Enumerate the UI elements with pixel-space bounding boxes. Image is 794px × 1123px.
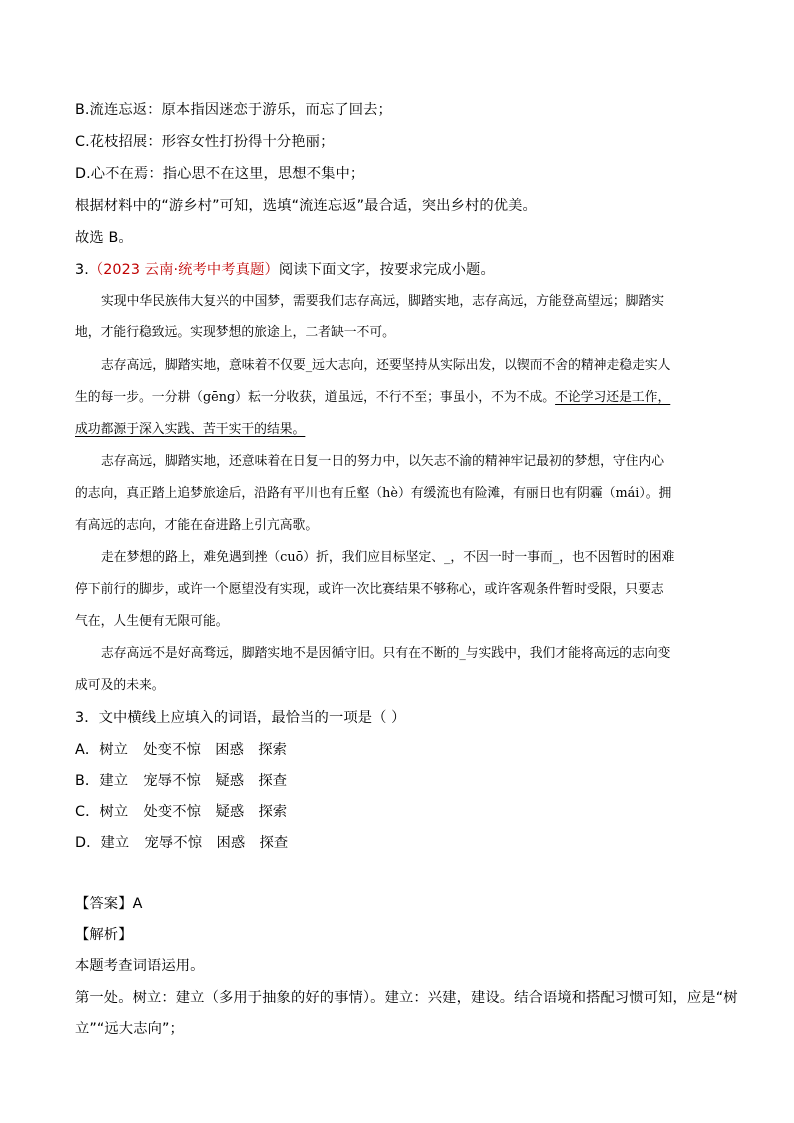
explanation-option-b: B.流连忘返：原本指因迷恋于游乐，而忘了回去； [75,102,392,118]
option-a-word4: 探索 [258,742,288,758]
question-instruction: 阅读下面文字，按要求完成小题。 [278,262,495,278]
analysis-line2: 第一处。树立：建立（多用于抽象的好的事情）。建立：兴建，建设。结合语境和搭配习惯可知，应是“树 [75,990,738,1006]
option-a-label: A． [75,742,100,758]
option-b-label: B． [75,773,100,789]
passage-p2-line2-text: 生的每一步。一分耕（gēng）耘一分收获，道虽远，不行不至；事虽小，不为不成。 [75,390,556,405]
option-b-word4: 探查 [258,773,288,789]
passage-p4-line1: 走在梦想的路上，难免遇到挫（cuō）折，我们应目标坚定、_，不因一时一事而_，也不因暂时的困难 [101,550,675,565]
explanation-option-d: D.心不在焉：指心思不在这里，思想不集中； [75,166,365,182]
option-c-word2: 处变不惊 [143,804,202,820]
analysis-label: 【解析】 [75,927,133,943]
option-c-word3: 疑惑 [215,804,245,820]
option-d[interactable] [75,833,288,853]
answer-label: 【答案】 [75,896,133,912]
explanation-option-c: C.花枝招展：形容女性打扮得十分艳丽； [75,134,335,150]
passage-p2-line1: 志存高远，脚踏实地，意味着不仅要_远大志向，还要坚持从实际出发，以锲而不舍的精神走稳走实人 [101,358,671,373]
passage-p3-line3: 有高远的志向，才能在奋进路上引亢高歌。 [75,518,319,533]
option-a[interactable] [75,740,287,760]
explanation-choice: 故选 B。 [75,230,133,246]
question-number: 3. [75,262,89,278]
option-d-word3: 困惑 [216,835,246,851]
option-c-word1: 树立 [99,804,129,820]
question-header [75,260,495,280]
option-b[interactable] [75,771,287,791]
explanation-conclusion: 根据材料中的“游乡村”可知，选填“流连忘返”最合适，突出乡村的优美。 [75,198,537,214]
passage-p4-line2: 停下前行的脚步，或许一个愿望没有实现，或许一次比赛结果不够称心，或许客观条件暂时受限，只要志 [75,582,664,597]
option-a-word3: 困惑 [215,742,245,758]
underlined-sentence-part1: 不论学习还是工作， [555,390,671,405]
subquestion-stem: 3．文中横线上应填入的词语，最恰当的一项是（ ） [75,710,406,726]
option-a-word1: 树立 [99,742,129,758]
option-b-word3: 疑惑 [215,773,245,789]
passage-p5-line2: 成可及的未来。 [75,678,165,693]
option-d-word1: 建立 [100,835,130,851]
passage-p5-line1: 志存高远不是好高骛远，脚踏实地不是因循守旧。只有在不断的_与实践中，我们才能将高远的志向变 [101,646,671,661]
option-c-label: C． [75,804,100,820]
passage-p2-line3 [75,420,305,440]
option-d-label: D． [75,835,101,851]
option-b-word2: 宠辱不惊 [143,773,201,789]
passage-p1-line1: 实现中华民族伟大复兴的中国梦，需要我们志存高远，脚踏实地，志存高远，方能登高望远；脚踏实 [101,294,665,309]
passage-p3-line1: 志存高远，脚踏实地，还意味着在日复一日的努力中，以矢志不渝的精神牢记最初的梦想，守住内心 [101,454,665,469]
passage-p4-line3: 气在，人生便有无限可能。 [75,614,229,629]
option-a-word2: 处变不惊 [143,742,201,758]
passage-p1-line2: 地，才能行稳致远。实现梦想的旅途上，二者缺一不可。 [75,325,395,340]
option-d-word2: 宠辱不惊 [144,835,203,851]
answer-value: A [132,896,143,912]
question-source: （2023 云南·统考中考真题） [88,262,279,278]
option-d-word4: 探查 [259,835,289,851]
analysis-line3: 立”“远大志向”； [75,1021,184,1037]
option-c[interactable] [75,802,287,822]
passage-p3-line2: 的志向，真正踏上追梦旅途后，沿路有平川也有丘壑（hè）有缓流也有险滩，有丽日也有阴霾（mái）。拥 [75,486,672,501]
option-b-word1: 建立 [99,773,129,789]
analysis-line1: 本题考查词语运用。 [75,958,205,974]
option-c-word4: 探索 [258,804,288,820]
underlined-sentence-part2: 成功都源于深入实践、苦干实干的结果。 [75,422,306,437]
answer-line [75,894,142,914]
passage-p2-line2 [75,388,670,408]
